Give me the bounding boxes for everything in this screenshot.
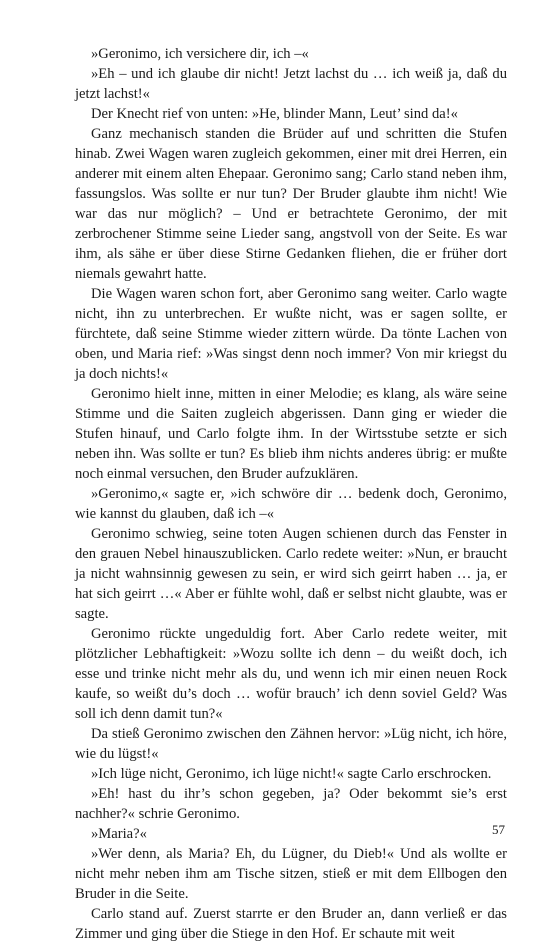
paragraph: Geronimo hielt inne, mitten in einer Melodie; es klang, als wäre seine Stimme und die Saiten zugleich abgerissen. Dann ging er wieder die Stufen hinauf, und Carlo folgte ihm. In der Wirtsstube setzte er sich neben ihn. Was sollte er tun? Es blieb ihm nichts anderes übrig: er mußte noch einmal versuchen, den Bruder aufzuklären. [75,386,507,482]
paragraph: Der Knecht rief von unten: »He, blinder Mann, Leut’ sind da!« [91,106,458,122]
paragraph: »Ich lüge nicht, Geronimo, ich lüge nicht!« sagte Carlo erschrocken. [91,766,492,782]
paragraph: Carlo stand auf. Zuerst starrte er den Bruder an, dann verließ er das Zimmer und ging über die Stiege in den Hof. Er schaute mit weit [75,906,507,942]
paragraph: »Geronimo, ich versichere dir, ich –« [91,46,309,62]
body-text [75,44,507,944]
paragraph: Geronimo schwieg, seine toten Augen schienen durch das Fenster in den grauen Nebel hinauszublicken. Carlo redete weiter: »Nun, er braucht ja nicht wahnsinnig gewesen zu sein, er wird sich geirrt haben … ja, er hat sich geirrt …« Aber er fühlte wohl, daß er selbst nicht glaubte, was er sagte. [75,526,507,622]
paragraph: »Eh! hast du ihr’s schon gegeben, ja? Oder bekommt sie’s erst nachher?« schrie Geronimo. [75,786,507,822]
paragraph: »Eh – und ich glaube dir nicht! Jetzt lachst du … ich weiß ja, daß du jetzt lachst!« [75,66,507,102]
paragraph: »Geronimo,« sagte er, »ich schwöre dir … bedenk doch, Geronimo, wie kannst du glauben, daß ich –« [75,486,507,522]
paragraph: Geronimo rückte ungeduldig fort. Aber Carlo redete weiter, mit plötzlicher Lebhaftigkeit: »Wozu sollte ich denn – du weißt doch, ich esse und trinke nicht mehr als du, und wenn ich mir einen neuen Rock kaufe, so weißt du’s doch … wofür brauch’ ich denn soviel Geld? Was soll ich denn damit tun?« [75,626,507,722]
page-number: 57 [492,822,505,837]
paragraph: Ganz mechanisch standen die Brüder auf und schritten die Stufen hinab. Zwei Wagen waren zugleich gekommen, einer mit drei Herren, ein anderer mit einem alten Ehepaar. Geronimo sang; Carlo stand neben ihm, fassungslos. Was sollte er nur tun? Der Bruder glaubte ihm nicht! Wie war das nur möglich? – Und er betrachtete Geronimo, der mit zerbrochener Stimme seine Lieder sang, angstvoll von der Seite. Es war ihm, als sähe er über diese Stirne Gedanken fliehen, die er früher dort niemals gewahrt hatte. [75,126,507,282]
paragraph: »Maria?« [91,826,147,842]
paragraph: »Wer denn, als Maria? Eh, du Lügner, du Dieb!« Und als wollte er nicht mehr neben ihm am Tische sitzen, stieß er mit dem Ellbogen den Bruder in die Seite. [75,846,507,902]
paragraph: Die Wagen waren schon fort, aber Geronimo sang weiter. Carlo wagte nicht, ihn zu unterbrechen. Er wußte nicht, was er sagen sollte, er fürchtete, daß seine Stimme wieder zittern würde. Da tönte Lachen von oben, und Maria rief: »Was singst denn noch immer? Von mir kriegst du ja doch nichts!« [75,286,507,382]
paragraph: Da stieß Geronimo zwischen den Zähnen hervor: »Lüg nicht, ich höre, wie du lügst!« [75,726,507,762]
